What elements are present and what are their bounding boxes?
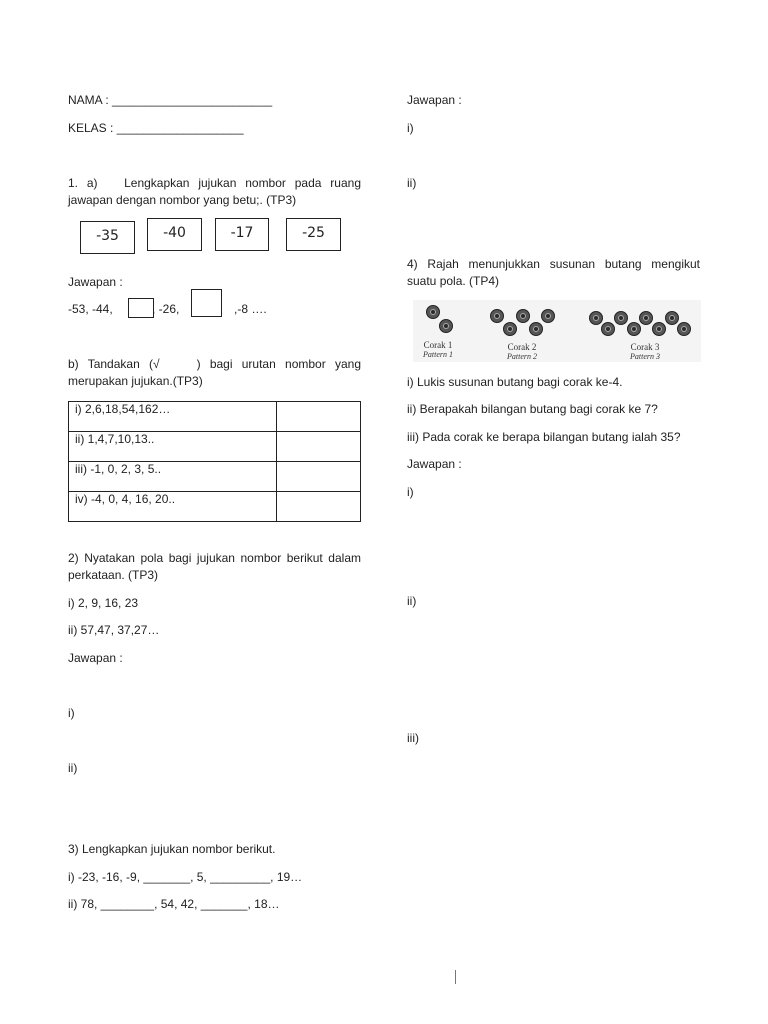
button-icon bbox=[516, 309, 530, 323]
q2-answer-ii: ii) bbox=[68, 761, 78, 775]
button-icon bbox=[677, 322, 691, 336]
answer-blank-2[interactable] bbox=[191, 289, 222, 317]
sequence-cell: i) 2,6,18,54,162… bbox=[69, 402, 277, 432]
button-icon bbox=[614, 311, 628, 325]
button-pattern-figure bbox=[413, 300, 701, 362]
tick-cell[interactable] bbox=[277, 492, 361, 522]
button-icon bbox=[490, 309, 504, 323]
button-icon bbox=[426, 305, 440, 319]
number-box-3: -17 bbox=[215, 218, 269, 251]
caption-subtitle: Pattern 3 bbox=[630, 352, 660, 361]
button-icon bbox=[627, 322, 641, 336]
text-cursor bbox=[455, 970, 456, 984]
button-icon bbox=[529, 322, 543, 336]
q2-instruction: 2) Nyatakan pola bagi jujukan nombor berikut dalam perkataan. (TP3) bbox=[68, 551, 361, 582]
q4-item-i: i) Lukis susunan butang bagi corak ke-4. bbox=[407, 375, 623, 389]
q4-item-ii: ii) Berapakah bilangan butang bagi corak ke 7? bbox=[407, 402, 658, 416]
caption-subtitle: Pattern 2 bbox=[507, 352, 537, 361]
q1-seq-part2: , -26, bbox=[152, 302, 180, 316]
q1-seq-part1: -53, -44, bbox=[68, 302, 113, 316]
q4-answer-iii: iii) bbox=[407, 731, 419, 745]
q1a-instruction: 1. a) Lengkapkan jujukan nombor pada ruang jawapan dengan nombor yang betu;. (TP3) bbox=[68, 176, 361, 207]
nama-field: NAMA : ________________________ bbox=[68, 93, 273, 107]
q3-item-ii: ii) 78, ________, 54, 42, _______, 18… bbox=[68, 897, 280, 911]
table-row bbox=[69, 492, 361, 522]
button-icon bbox=[503, 322, 517, 336]
q4-answer-i: i) bbox=[407, 485, 414, 499]
q2-answer-i: i) bbox=[68, 706, 75, 720]
caption-pattern-2 bbox=[497, 343, 547, 361]
sequence-cell: iv) -4, 0, 4, 16, 20.. bbox=[69, 492, 277, 522]
q4-item-iii: iii) Pada corak ke berapa bilangan butang ialah 35? bbox=[407, 430, 681, 444]
right-jawapan-label: Jawapan : bbox=[407, 93, 462, 107]
number-box-2: -40 bbox=[147, 218, 202, 251]
q1-jawapan-label: Jawapan : bbox=[68, 275, 123, 289]
tick-cell[interactable] bbox=[277, 402, 361, 432]
button-icon bbox=[639, 311, 653, 325]
number-box-4: -25 bbox=[286, 218, 341, 251]
tick-cell[interactable] bbox=[277, 462, 361, 492]
sequence-cell: iii) -1, 0, 2, 3, 5.. bbox=[69, 462, 277, 492]
caption-pattern-1 bbox=[415, 341, 461, 359]
right-answer-i: i) bbox=[407, 121, 414, 135]
button-icon bbox=[589, 311, 603, 325]
button-icon bbox=[601, 322, 615, 336]
q3-instruction: 3) Lengkapkan jujukan nombor berikut. bbox=[68, 842, 276, 856]
caption-subtitle: Pattern 1 bbox=[423, 350, 453, 359]
q4-jawapan-label: Jawapan : bbox=[407, 457, 462, 471]
caption-title: Corak 1 bbox=[423, 340, 453, 350]
caption-title: Corak 3 bbox=[630, 342, 660, 352]
q3-item-i: i) -23, -16, -9, _______, 5, _________, 19… bbox=[68, 870, 303, 884]
table-row bbox=[69, 432, 361, 462]
q1b-instruction: b) Tandakan (√ ) bagi urutan nombor yang merupakan jujukan.(TP3) bbox=[68, 357, 361, 388]
caption-title: Corak 2 bbox=[507, 342, 537, 352]
q2-item-ii: ii) 57,47, 37,27… bbox=[68, 623, 160, 637]
right-answer-ii: ii) bbox=[407, 176, 417, 190]
q2-jawapan-label: Jawapan : bbox=[68, 651, 123, 665]
kelas-field: KELAS : ___________________ bbox=[68, 121, 244, 135]
q1-seq-part3: ,-8 …. bbox=[234, 302, 267, 316]
sequence-cell: ii) 1,4,7,10,13.. bbox=[69, 432, 277, 462]
q4-instruction: 4) Rajah menunjukkan susunan butang mengikut suatu pola. (TP4) bbox=[407, 257, 700, 288]
answer-blank-1[interactable] bbox=[128, 298, 154, 318]
sequence-table bbox=[68, 401, 361, 522]
q2-item-i: i) 2, 9, 16, 23 bbox=[68, 596, 139, 610]
button-icon bbox=[652, 322, 666, 336]
q4-answer-ii: ii) bbox=[407, 594, 417, 608]
button-icon bbox=[665, 311, 679, 325]
table-row bbox=[69, 402, 361, 432]
button-icon bbox=[541, 309, 555, 323]
caption-pattern-3 bbox=[620, 343, 670, 361]
table-row bbox=[69, 462, 361, 492]
tick-cell[interactable] bbox=[277, 432, 361, 462]
button-icon bbox=[439, 319, 453, 333]
number-box-1: -35 bbox=[80, 221, 135, 254]
